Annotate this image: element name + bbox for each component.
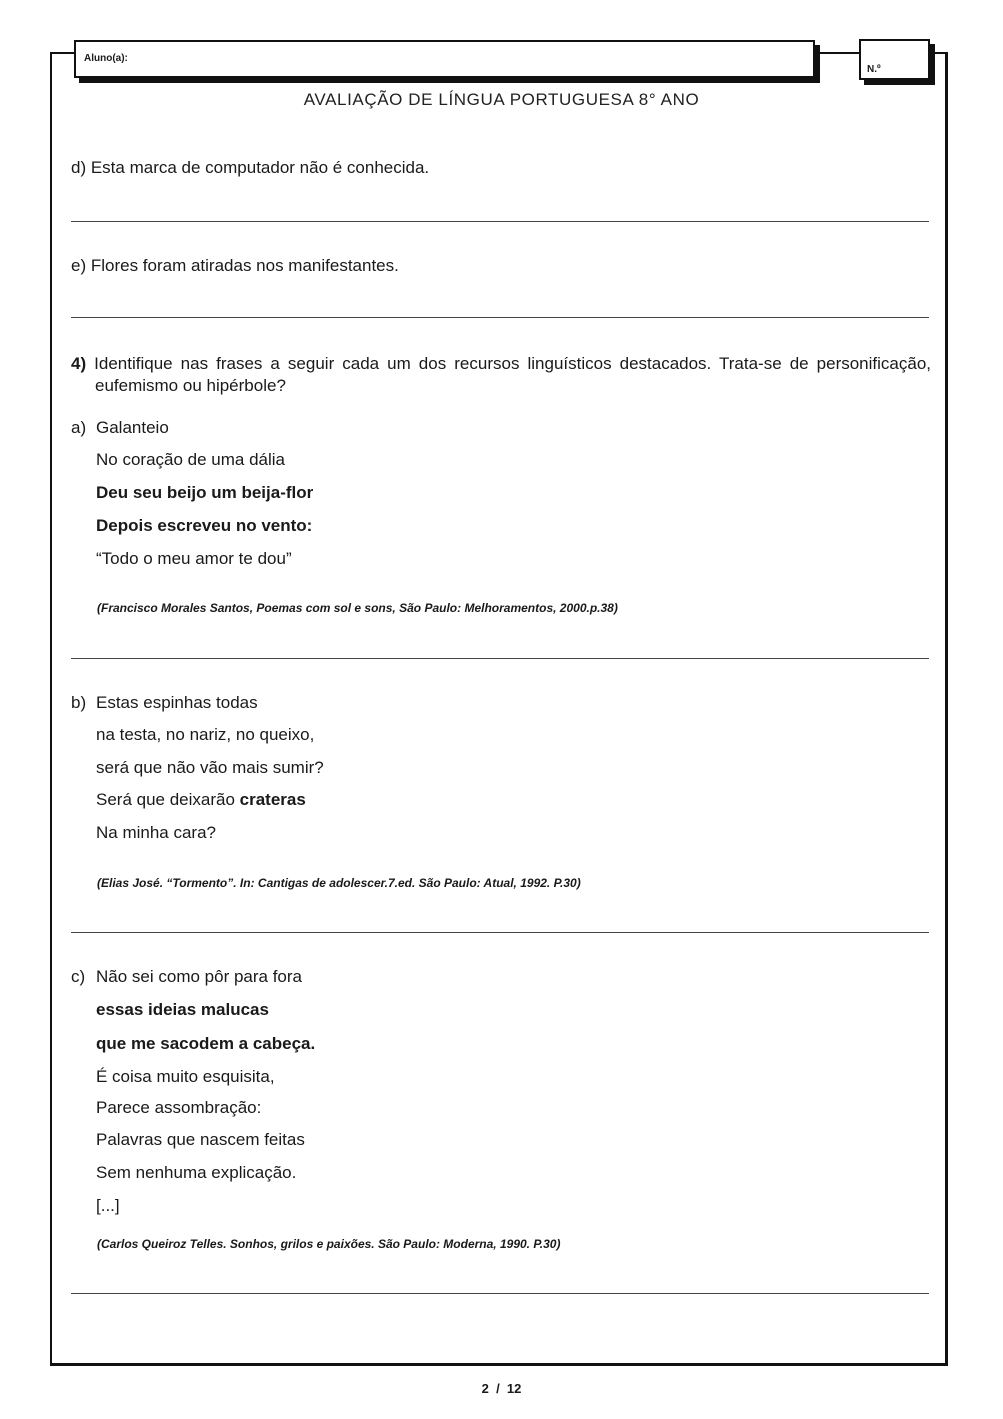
poem-line: Sem nenhuma explicação. [96, 1163, 297, 1182]
question-number: 4) [71, 354, 87, 373]
page-title: AVALIAÇÃO DE LÍNGUA PORTUGUESA 8° ANO [303, 90, 700, 109]
poem-line: na testa, no nariz, no queixo, [96, 725, 315, 744]
citation-b: (Elias José. “Tormento”. In: Cantigas de adolescer.7.ed. São Paulo: Atual, 1992. P.30) [97, 876, 581, 890]
poem-line: Galanteio [96, 418, 169, 437]
poem-line-text: Será que deixarão [96, 790, 240, 809]
poem-line: Na minha cara? [96, 823, 217, 842]
poem-line-highlighted: essas ideias malucas [96, 1000, 269, 1019]
poem-line: será que não vão mais sumir? [96, 758, 324, 777]
student-name-field[interactable] [74, 40, 815, 78]
poem-line: “Todo o meu amor te dou” [96, 549, 292, 568]
citation-c: (Carlos Queiroz Telles. Sonhos, grilos e paixões. São Paulo: Moderna, 1990. P.30) [97, 1237, 561, 1251]
poem-line-highlighted: que me sacodem a cabeça. [96, 1034, 316, 1053]
poem-a-marker: a) [71, 418, 87, 437]
answer-line-e[interactable] [71, 317, 929, 318]
answer-line-c[interactable] [71, 1293, 929, 1294]
student-label: Aluno(a): [84, 53, 128, 64]
question-text: Identifique nas frases a seguir cada um dos recursos linguísticos destacados. Trata-se de personificação, eufemismo ou hipérbole? [94, 354, 931, 395]
poem-line: É coisa muito esquisita, [96, 1067, 275, 1086]
poem-line: Parece assombração: [96, 1098, 262, 1117]
poem-line: Não sei como pôr para fora [96, 967, 302, 986]
poem-line: [...] [96, 1196, 120, 1215]
poem-c-marker: c) [71, 967, 86, 986]
poem-b-marker: b) [71, 693, 87, 712]
student-number-field[interactable] [859, 39, 930, 80]
question-4 [71, 353, 931, 397]
answer-line-a[interactable] [71, 658, 929, 659]
answer-line-d[interactable] [71, 221, 929, 222]
item-d: d) Esta marca de computador não é conhecida. [71, 158, 430, 177]
highlighted-word: crateras [239, 790, 306, 809]
number-label: N.º [867, 64, 881, 75]
poem-line: No coração de uma dália [96, 450, 286, 469]
answer-line-b[interactable] [71, 932, 929, 933]
item-e: e) Flores foram atiradas nos manifestantes. [71, 256, 399, 275]
citation-a: (Francisco Morales Santos, Poemas com sol e sons, São Paulo: Melhoramentos, 2000.p.38) [97, 601, 618, 615]
poem-line-highlighted: Depois escreveu no vento: [96, 516, 313, 535]
page-number: 2 / 12 [481, 1381, 522, 1396]
poem-line-highlighted: Deu seu beijo um beija-flor [96, 483, 314, 502]
poem-line [96, 789, 306, 811]
poem-line: Estas espinhas todas [96, 693, 258, 712]
poem-line: Palavras que nascem feitas [96, 1130, 305, 1149]
